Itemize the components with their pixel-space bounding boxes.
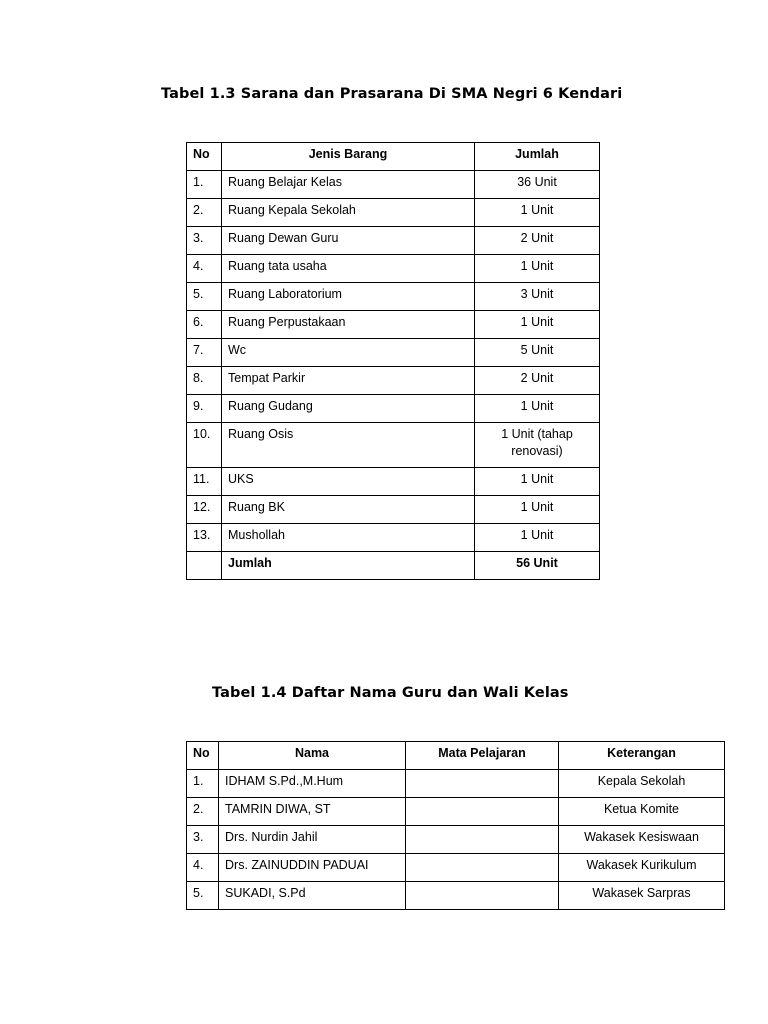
table-1-title: Tabel 1.3 Sarana dan Prasarana Di SMA Negri 6 Kendari <box>161 86 623 102</box>
item-quantity: 1 Unit <box>475 255 600 283</box>
teacher-name: IDHAM S.Pd.,M.Hum <box>219 770 406 798</box>
row-number: 13. <box>187 524 222 552</box>
item-quantity: 2 Unit <box>475 227 600 255</box>
teacher-name: SUKADI, S.Pd <box>219 882 406 910</box>
item-quantity: 1 Unit <box>475 199 600 227</box>
item-name: Wc <box>222 339 475 367</box>
item-name: Ruang Kepala Sekolah <box>222 199 475 227</box>
header-nama: Nama <box>219 742 406 770</box>
table-row <box>187 311 600 339</box>
teacher-name: TAMRIN DIWA, ST <box>219 798 406 826</box>
item-quantity: 1 Unit <box>475 496 600 524</box>
item-quantity: 5 Unit <box>475 339 600 367</box>
table-row <box>187 255 600 283</box>
table-row <box>187 468 600 496</box>
table-row <box>187 395 600 423</box>
table-header-row <box>187 143 600 171</box>
header-no: No <box>187 143 222 171</box>
row-number: 12. <box>187 496 222 524</box>
item-quantity: 1 Unit <box>475 524 600 552</box>
teacher-name: Drs. Nurdin Jahil <box>219 826 406 854</box>
table-row <box>187 496 600 524</box>
row-number: 7. <box>187 339 222 367</box>
header-keterangan: Keterangan <box>559 742 725 770</box>
teacher-subject <box>406 798 559 826</box>
table-row <box>187 227 600 255</box>
teacher-subject <box>406 826 559 854</box>
row-number: 6. <box>187 311 222 339</box>
row-number: 10. <box>187 423 222 468</box>
teacher-subject <box>406 854 559 882</box>
item-name: Ruang Osis <box>222 423 475 468</box>
table-row <box>187 283 600 311</box>
header-no: No <box>187 742 219 770</box>
teachers-table <box>186 741 725 910</box>
header-mata-pelajaran: Mata Pelajaran <box>406 742 559 770</box>
item-name: Ruang tata usaha <box>222 255 475 283</box>
teacher-role: Wakasek Sarpras <box>559 882 725 910</box>
teacher-subject <box>406 882 559 910</box>
row-number: 5. <box>187 882 219 910</box>
item-name: Ruang Belajar Kelas <box>222 171 475 199</box>
table-row <box>187 826 725 854</box>
item-quantity: 1 Unit <box>475 468 600 496</box>
item-name: Ruang BK <box>222 496 475 524</box>
table-row <box>187 339 600 367</box>
row-number: 4. <box>187 255 222 283</box>
row-number: 11. <box>187 468 222 496</box>
row-number: 3. <box>187 227 222 255</box>
teacher-role: Kepala Sekolah <box>559 770 725 798</box>
row-number: 2. <box>187 798 219 826</box>
row-number: 9. <box>187 395 222 423</box>
table-row <box>187 798 725 826</box>
item-quantity: 1 Unit (tahap renovasi) <box>475 423 600 468</box>
row-number: 2. <box>187 199 222 227</box>
total-value: 56 Unit <box>475 552 600 580</box>
item-quantity: 3 Unit <box>475 283 600 311</box>
teacher-subject <box>406 770 559 798</box>
row-number: 4. <box>187 854 219 882</box>
total-row <box>187 552 600 580</box>
row-number: 3. <box>187 826 219 854</box>
teacher-role: Ketua Komite <box>559 798 725 826</box>
item-quantity: 1 Unit <box>475 311 600 339</box>
teacher-name: Drs. ZAINUDDIN PADUAI <box>219 854 406 882</box>
item-quantity: 2 Unit <box>475 367 600 395</box>
item-name: UKS <box>222 468 475 496</box>
item-name: Mushollah <box>222 524 475 552</box>
row-number: 1. <box>187 171 222 199</box>
table-header-row <box>187 742 725 770</box>
header-jenis-barang: Jenis Barang <box>222 143 475 171</box>
teacher-role: Wakasek Kurikulum <box>559 854 725 882</box>
table-row <box>187 423 600 468</box>
item-name: Ruang Gudang <box>222 395 475 423</box>
item-quantity: 36 Unit <box>475 171 600 199</box>
item-name: Ruang Perpustakaan <box>222 311 475 339</box>
header-jumlah: Jumlah <box>475 143 600 171</box>
row-number: 5. <box>187 283 222 311</box>
table-row <box>187 199 600 227</box>
table-row <box>187 882 725 910</box>
table-row <box>187 770 725 798</box>
item-quantity: 1 Unit <box>475 395 600 423</box>
item-name: Ruang Laboratorium <box>222 283 475 311</box>
table-row <box>187 524 600 552</box>
facilities-table <box>186 142 600 580</box>
table-row <box>187 367 600 395</box>
item-name: Tempat Parkir <box>222 367 475 395</box>
table-row <box>187 854 725 882</box>
table-row <box>187 171 600 199</box>
item-name: Ruang Dewan Guru <box>222 227 475 255</box>
total-row-number <box>187 552 222 580</box>
total-label: Jumlah <box>222 552 475 580</box>
row-number: 1. <box>187 770 219 798</box>
table-2-title: Tabel 1.4 Daftar Nama Guru dan Wali Kelas <box>212 685 569 701</box>
row-number: 8. <box>187 367 222 395</box>
teacher-role: Wakasek Kesiswaan <box>559 826 725 854</box>
